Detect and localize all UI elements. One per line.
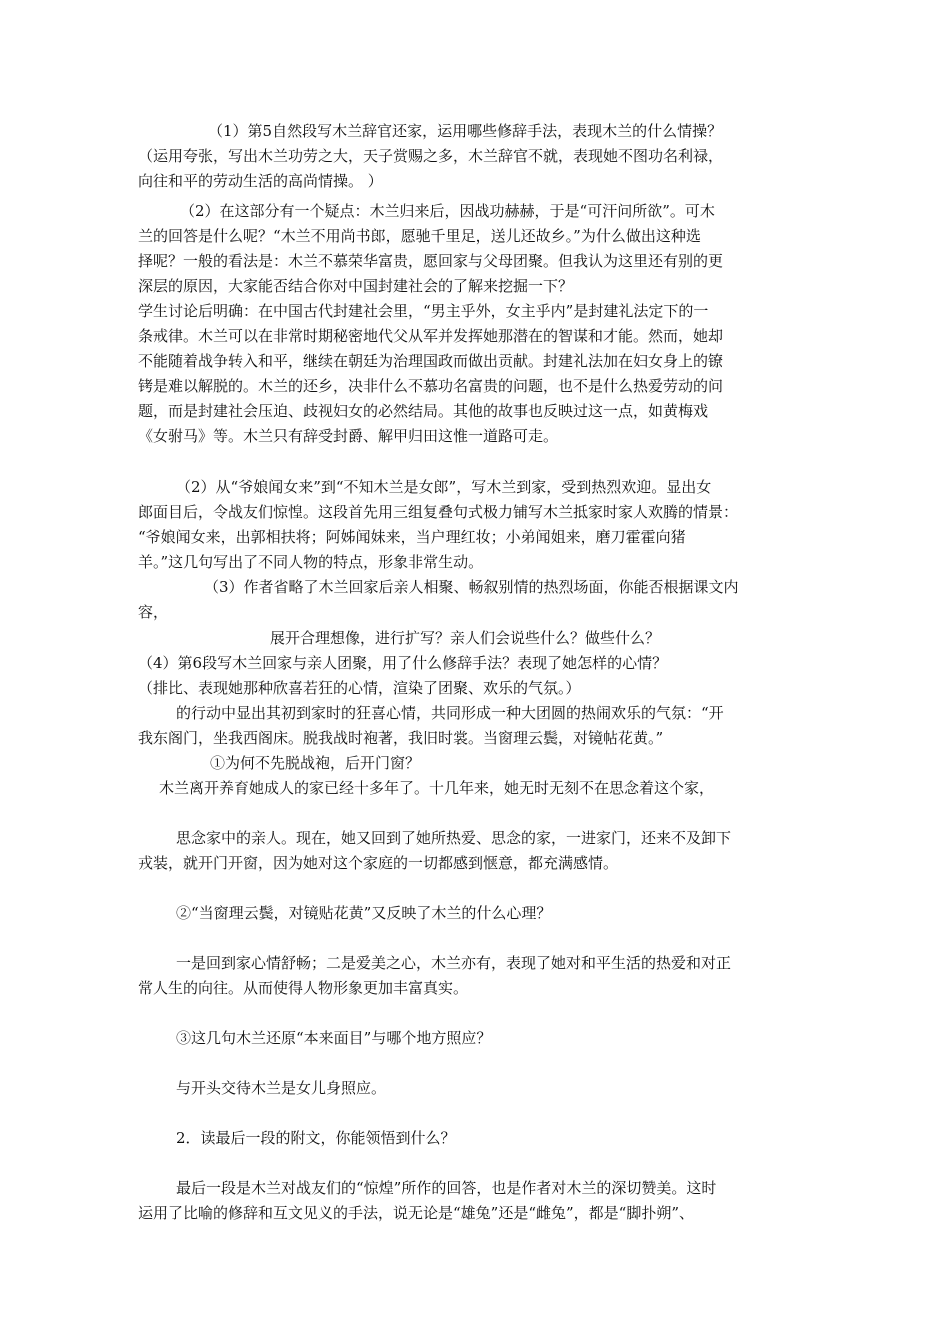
text-line: 深层的原因，大家能否结合你对中国封建社会的了解来挖掘一下？ bbox=[138, 277, 574, 295]
text-line: ③这几句木兰还原“本来面目”与哪个地方照应？ bbox=[176, 1029, 492, 1047]
text-line: 与开头交待木兰是女儿身照应。 bbox=[176, 1079, 387, 1097]
text-line: 题，而是封建社会压迫、歧视妇女的必然结局。其他的故事也反映过这一点，如黄梅戏 bbox=[138, 402, 709, 420]
text-line: ①为何不先脱战袍，后开门窗？ bbox=[210, 754, 421, 772]
text-line: 学生讨论后明确：在中国古代封建社会里，“男主乎外，女主乎内”是封建礼法定下的一 bbox=[138, 302, 709, 320]
text-line: 我东阁门，坐我西阁床。脱我战时袍著，我旧时裳。当窗理云鬓，对镜帖花黄。” bbox=[138, 729, 664, 747]
text-line: 容， bbox=[138, 603, 169, 621]
text-line: 郎面目后，令战友们惊惶。这段首先用三组复叠句式极力铺写木兰抵家时家人欢腾的情景： bbox=[138, 503, 739, 521]
text-line: 木兰离开养育她成人的家已经十多年了。十几年来，她无时无刻不在思念着这个家， bbox=[159, 779, 715, 797]
text-line: ②“当窗理云鬓，对镜贴花黄”又反映了木兰的什么心理？ bbox=[176, 904, 552, 922]
text-line: （4）第6段写木兰回家与亲人团聚，用了什么修辞手法？表现了她怎样的心情？ bbox=[138, 654, 668, 672]
text-line: （3）作者省略了木兰回家后亲人相聚、畅叙别情的热烈场面，你能否根据课文内 bbox=[204, 578, 739, 596]
text-line: 择呢？一般的看法是：木兰不慕荣华富贵，愿回家与父母团聚。但我认为这里还有别的更 bbox=[138, 252, 724, 270]
text-line: 最后一段是木兰对战友们的“惊煌”所作的回答，也是作者对木兰的深切赞美。这时 bbox=[176, 1179, 717, 1197]
text-line: （排比、表现她那种欣喜若狂的心情，渲染了团聚、欢乐的气氛。） bbox=[138, 679, 581, 697]
text-line: （2）在这部分有一个疑点：木兰归来后，因战功赫赫，于是“可汗问所欲”。可木 bbox=[180, 202, 715, 220]
text-line: 《女驸马》等。木兰只有辞受封爵、解甲归田这惟一道路可走。 bbox=[138, 427, 559, 445]
text-line: 运用了比喻的修辞和互文见义的手法，说无论是“雄兔”还是“雌兔”，都是“脚扑朔”、 bbox=[138, 1204, 695, 1222]
text-line: 展开合理想像，进行扩写？亲人们会说些什么？做些什么？ bbox=[270, 629, 661, 647]
text-line: 戎装，就开门开窗，因为她对这个家庭的一切都感到惬意，都充满感情。 bbox=[138, 854, 619, 872]
text-line: 铐是难以解脱的。木兰的还乡，决非什么不慕功名富贵的问题，也不是什么热爱劳动的问 bbox=[138, 377, 724, 395]
text-line: “爷娘闻女来，出郭相扶将；阿姊闻妹来，当户理红妆；小弟闻姐来，磨刀霍霍向猪 bbox=[138, 528, 686, 546]
text-line: 的行动中显出其初到家时的狂喜心情，共同形成一种大团圆的热闹欢乐的气氛：“开 bbox=[176, 704, 724, 722]
text-line: 兰的回答是什么呢？“木兰不用尚书郎，愿驰千里足，送儿还故乡。”为什么做出这种选 bbox=[138, 227, 701, 245]
text-line: 一是回到家心情舒畅；二是爱美之心，木兰亦有，表现了她对和平生活的热爱和对正 bbox=[176, 954, 732, 972]
text-line: 常人生的向往。从而使得人物形象更加丰富真实。 bbox=[138, 979, 469, 997]
text-line: 向往和平的劳动生活的高尚情操。 ） bbox=[138, 172, 383, 190]
text-line: 羊。”这几句写出了不同人物的特点，形象非常生动。 bbox=[138, 553, 484, 571]
text-line: （1）第5自然段写木兰辞官还家，运用哪些修辞手法，表现木兰的什么情操？ bbox=[208, 122, 723, 140]
text-line: （2）从“爷娘闻女来”到“不知木兰是女郎”，写木兰到家，受到热烈欢迎。显出女 bbox=[176, 478, 712, 496]
text-line: （运用夸张，写出木兰功劳之大，天子赏赐之多，木兰辞官不就，表现她不图功名利禄， bbox=[138, 147, 724, 165]
text-line: 2．读最后一段的附文，你能领悟到什么？ bbox=[176, 1129, 456, 1147]
text-line: 条戒律。木兰可以在非常时期秘密地代父从军并发挥她那潜在的智谋和才能。然而，她却 bbox=[138, 327, 724, 345]
text-line: 不能随着战争转入和平，继续在朝廷为治理国政而做出贡献。封建礼法加在妇女身上的镣 bbox=[138, 352, 724, 370]
text-line: 思念家中的亲人。现在，她又回到了她所热爱、思念的家，一进家门，还来不及卸下 bbox=[176, 829, 732, 847]
